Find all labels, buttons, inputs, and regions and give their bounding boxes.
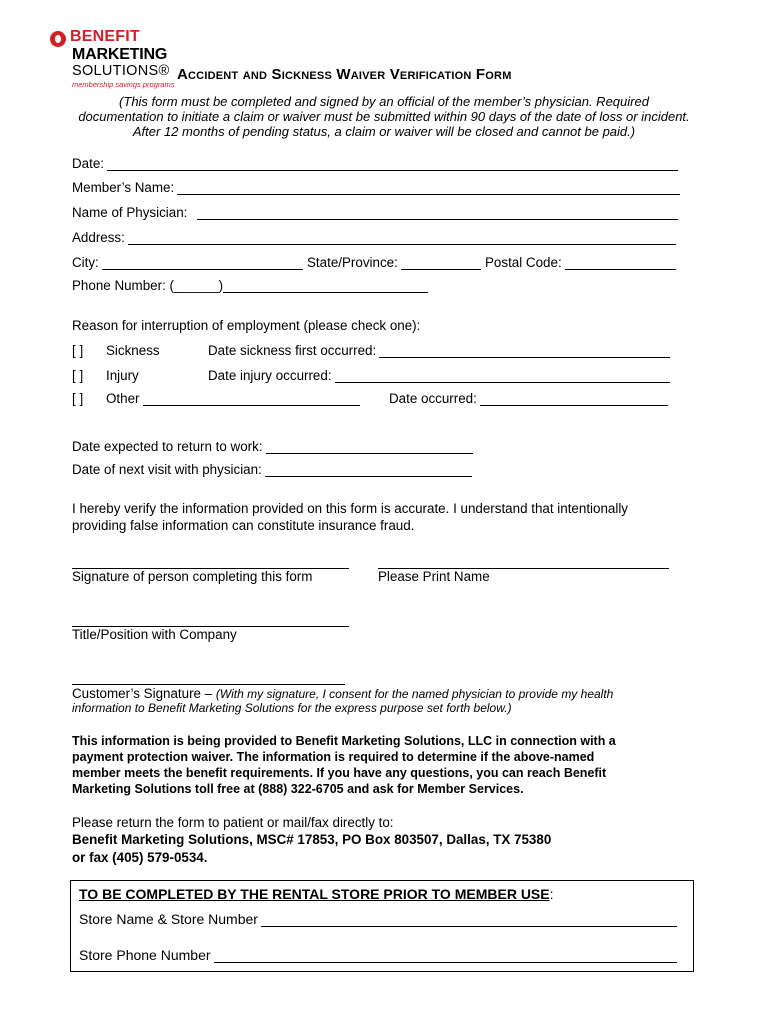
- customer-consent-2: information to Benefit Marketing Solutions for the express purpose set forth below.): [72, 701, 512, 715]
- other-date-field[interactable]: [389, 391, 668, 406]
- address-field[interactable]: [72, 230, 676, 245]
- injury-date-field[interactable]: [208, 368, 670, 383]
- other-date-label: Date occurred:: [389, 391, 477, 406]
- title-position-label: Title/Position with Company: [72, 627, 237, 642]
- postal-code-label: Postal Code:: [485, 255, 562, 270]
- instruction-line-1: (This form must be completed and signed by an official of the member’s physician. Required: [119, 94, 649, 109]
- store-phone-label: Store Phone Number: [79, 947, 211, 963]
- return-info-address: Benefit Marketing Solutions, MSC# 17853, PO Box 803507, Dallas, TX 75380: [72, 832, 552, 847]
- phone-label: Phone Number: (______): [72, 278, 224, 293]
- return-info-line-1: Please return the form to patient or mail/fax directly to:: [72, 815, 394, 830]
- notice-line-1: This information is being provided to Benefit Marketing Solutions, LLC in connection with a: [72, 734, 616, 748]
- members-name-label: Member’s Name:: [72, 180, 175, 195]
- store-name-label: Store Name & Store Number: [79, 911, 258, 927]
- other-checkbox[interactable]: [ ]: [72, 391, 84, 406]
- sickness-date-field[interactable]: [208, 343, 670, 358]
- customer-signature-label-row: [72, 686, 613, 701]
- logo-benefit-text: BENEFIT: [70, 28, 140, 45]
- city-field[interactable]: [72, 255, 303, 270]
- state-label: State/Province:: [307, 255, 398, 270]
- city-label: City:: [72, 255, 99, 270]
- form-title: Accident and Sickness Waiver Verification Form: [177, 66, 512, 83]
- store-heading: TO BE COMPLETED BY THE RENTAL STORE PRIOR TO MEMBER USE: [79, 886, 550, 902]
- return-to-work-label: Date expected to return to work:: [72, 439, 263, 454]
- store-heading-row: [79, 886, 554, 902]
- notice-line-2: payment protection waiver. The information is required to determine if the above-named: [72, 750, 595, 764]
- members-name-field[interactable]: [72, 180, 680, 195]
- verification-line-1: I hereby verify the information provided on this form is accurate. I understand that intentionally: [72, 501, 629, 516]
- signature-line[interactable]: [72, 555, 349, 569]
- return-to-work-field[interactable]: [72, 439, 473, 454]
- print-name-label: Please Print Name: [378, 569, 490, 584]
- customer-signature-label: Customer’s Signature –: [72, 686, 213, 701]
- physician-name-label: Name of Physician:: [72, 205, 188, 220]
- state-field[interactable]: [307, 255, 481, 270]
- title-position-line[interactable]: [72, 613, 349, 627]
- store-heading-colon: :: [549, 886, 554, 902]
- injury-checkbox[interactable]: [ ]: [72, 368, 84, 383]
- postal-code-field[interactable]: [485, 255, 676, 270]
- injury-label: Injury: [106, 368, 139, 383]
- other-reason-field[interactable]: [106, 391, 360, 406]
- notice-line-3: member meets the benefit requirements. If you have any questions, you can reach Benefit: [72, 766, 607, 780]
- date-field[interactable]: [72, 156, 678, 171]
- rental-store-section: [70, 880, 694, 972]
- notice-line-4: Marketing Solutions toll free at (888) 322-6705 and ask for Member Services.: [72, 782, 524, 796]
- customer-consent-1: (With my signature, I consent for the named physician to provide my health: [215, 687, 614, 701]
- return-info-fax: or fax (405) 579-0534.: [72, 850, 208, 865]
- instruction-line-2: documentation to initiate a claim or waiver must be submitted within 90 days of the date of loss or incident.: [78, 109, 690, 124]
- customer-signature-line[interactable]: [72, 671, 345, 685]
- sickness-date-label: Date sickness first occurred:: [208, 343, 377, 358]
- instruction-line-3: After 12 months of pending status, a claim or waiver will be closed and cannot be paid.): [132, 124, 636, 139]
- next-visit-field[interactable]: [72, 462, 472, 477]
- signature-label: Signature of person completing this form: [72, 569, 313, 584]
- other-label: Other: [106, 391, 140, 406]
- address-label: Address:: [72, 230, 125, 245]
- date-label: Date:: [72, 156, 105, 171]
- next-visit-label: Date of next visit with physician:: [72, 462, 262, 477]
- injury-date-label: Date injury occurred:: [208, 368, 332, 383]
- store-phone-field[interactable]: [79, 947, 677, 963]
- phone-field[interactable]: [72, 278, 428, 293]
- reason-heading: Reason for interruption of employment (please check one):: [72, 318, 421, 333]
- store-name-field[interactable]: [79, 911, 677, 927]
- logo-tagline: membership savings programs: [72, 80, 175, 89]
- sickness-checkbox[interactable]: [ ]: [72, 343, 84, 358]
- company-logo-icon: [50, 31, 66, 47]
- logo-solutions-text: SOLUTIONS®: [72, 63, 170, 79]
- sickness-label: Sickness: [106, 343, 160, 358]
- logo-marketing-text: MARKETING: [72, 46, 168, 63]
- verification-line-2: providing false information can constitute insurance fraud.: [72, 518, 415, 533]
- print-name-line[interactable]: [378, 555, 669, 569]
- physician-name-field[interactable]: [72, 205, 678, 220]
